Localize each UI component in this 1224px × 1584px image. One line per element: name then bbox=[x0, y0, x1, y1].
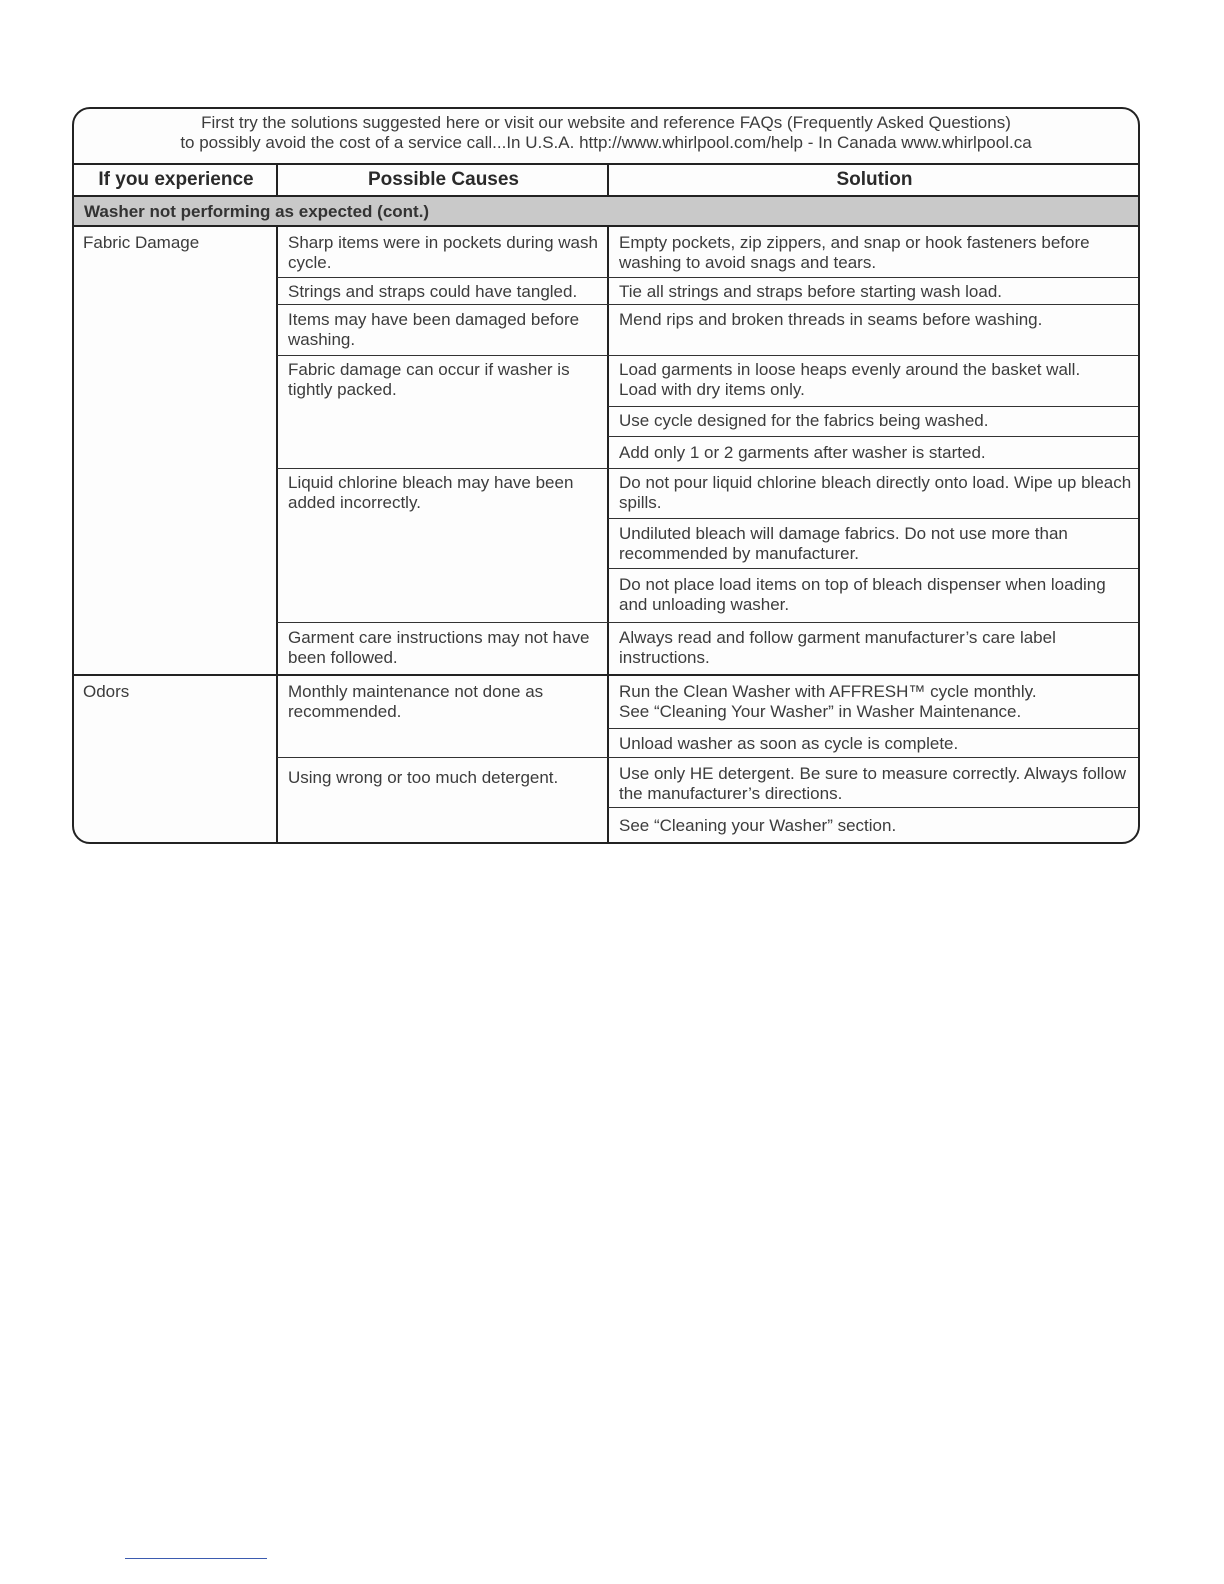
solution-load-loose-line-2: Load with dry items only. bbox=[619, 380, 805, 399]
solution-undiluted-bleach: Undiluted bleach will damage fabrics. Do not use more than recommended by manufacturer. bbox=[619, 524, 1068, 563]
header-solution: Solution bbox=[836, 169, 913, 190]
cause-bleach-incorrect: Liquid chlorine bleach may have been added incorrectly. bbox=[288, 473, 574, 512]
header-col-divider-1 bbox=[276, 164, 278, 195]
solution-no-place-items: Do not place load items on top of bleach dispenser when loading and unloading washer. bbox=[619, 575, 1106, 614]
header-col-divider-2 bbox=[607, 164, 609, 195]
solution-divider bbox=[608, 406, 1140, 407]
row-divider bbox=[277, 277, 1140, 278]
cause-strings-straps: Strings and straps could have tangled. bbox=[288, 282, 578, 301]
section-title: Washer not performing as expected (cont.) bbox=[84, 202, 430, 221]
solution-load-loose bbox=[619, 360, 1134, 400]
col-divider-2 bbox=[607, 226, 609, 844]
problem-odors: Odors bbox=[83, 682, 130, 701]
header-if-you-experience: If you experience bbox=[98, 169, 254, 190]
row-divider bbox=[277, 355, 1140, 356]
solution-run-clean-line-2: See “Cleaning Your Washer” in Washer Maintenance. bbox=[619, 702, 1022, 721]
solution-unload-washer: Unload washer as soon as cycle is complete. bbox=[619, 734, 959, 753]
solution-no-pour-bleach: Do not pour liquid chlorine bleach directly onto load. Wipe up bleach spills. bbox=[619, 473, 1132, 512]
section-band bbox=[74, 197, 1138, 226]
cause-maintenance: Monthly maintenance not done as recommended. bbox=[288, 682, 544, 721]
intro-line-2: to possibly avoid the cost of a service call...In U.S.A. http://www.whirlpool.com/help - In Canada www.whirlpool.ca bbox=[180, 133, 1032, 152]
col-divider-1 bbox=[276, 226, 278, 844]
intro-line-1: First try the solutions suggested here or visit our website and reference FAQs (Frequently Asked Questions) bbox=[201, 113, 1011, 132]
row-divider bbox=[277, 304, 1140, 305]
solution-divider bbox=[608, 728, 1140, 729]
solution-mend-rips: Mend rips and broken threads in seams before washing. bbox=[619, 310, 1043, 329]
solution-empty-pockets: Empty pockets, zip zippers, and snap or hook fasteners before washing to avoid snags and tears. bbox=[619, 233, 1090, 272]
cause-tightly-packed: Fabric damage can occur if washer is tightly packed. bbox=[288, 360, 570, 399]
solution-read-care-label: Always read and follow garment manufacturer’s care label instructions. bbox=[619, 628, 1056, 667]
solution-divider bbox=[608, 436, 1140, 437]
cause-damaged-before: Items may have been damaged before washing. bbox=[288, 310, 580, 349]
row-divider bbox=[277, 622, 1140, 623]
problem-fabric-damage: Fabric Damage bbox=[83, 233, 200, 252]
solution-run-clean-line-1: Run the Clean Washer with AFFRESH™ cycle monthly. bbox=[619, 682, 1037, 701]
cause-care-instructions: Garment care instructions may not have been followed. bbox=[288, 628, 590, 667]
solution-add-only: Add only 1 or 2 garments after washer is started. bbox=[619, 443, 986, 462]
solution-tie-strings: Tie all strings and straps before starting wash load. bbox=[619, 282, 1003, 301]
row-divider bbox=[277, 757, 1140, 758]
solution-load-loose-line-1: Load garments in loose heaps evenly around the basket wall. bbox=[619, 360, 1081, 379]
solution-divider bbox=[608, 518, 1140, 519]
section-divider bbox=[74, 225, 1138, 227]
solution-see-cleaning: See “Cleaning your Washer” section. bbox=[619, 816, 897, 835]
row-divider bbox=[277, 468, 1140, 469]
intro-text bbox=[74, 109, 1138, 164]
solution-divider bbox=[608, 807, 1140, 808]
problem-divider bbox=[74, 674, 1138, 676]
cause-sharp-items: Sharp items were in pockets during wash cycle. bbox=[288, 233, 598, 272]
header-possible-causes: Possible Causes bbox=[367, 169, 520, 190]
troubleshooting-table bbox=[72, 107, 1140, 844]
solution-use-he: Use only HE detergent. Be sure to measure correctly. Always follow the manufacturer’s directions. bbox=[619, 764, 1127, 803]
solution-divider bbox=[608, 568, 1140, 569]
footer-rule bbox=[125, 1558, 267, 1559]
cause-wrong-detergent: Using wrong or too much detergent. bbox=[288, 768, 559, 787]
solution-run-clean bbox=[619, 682, 1134, 722]
solution-use-cycle: Use cycle designed for the fabrics being washed. bbox=[619, 411, 989, 430]
